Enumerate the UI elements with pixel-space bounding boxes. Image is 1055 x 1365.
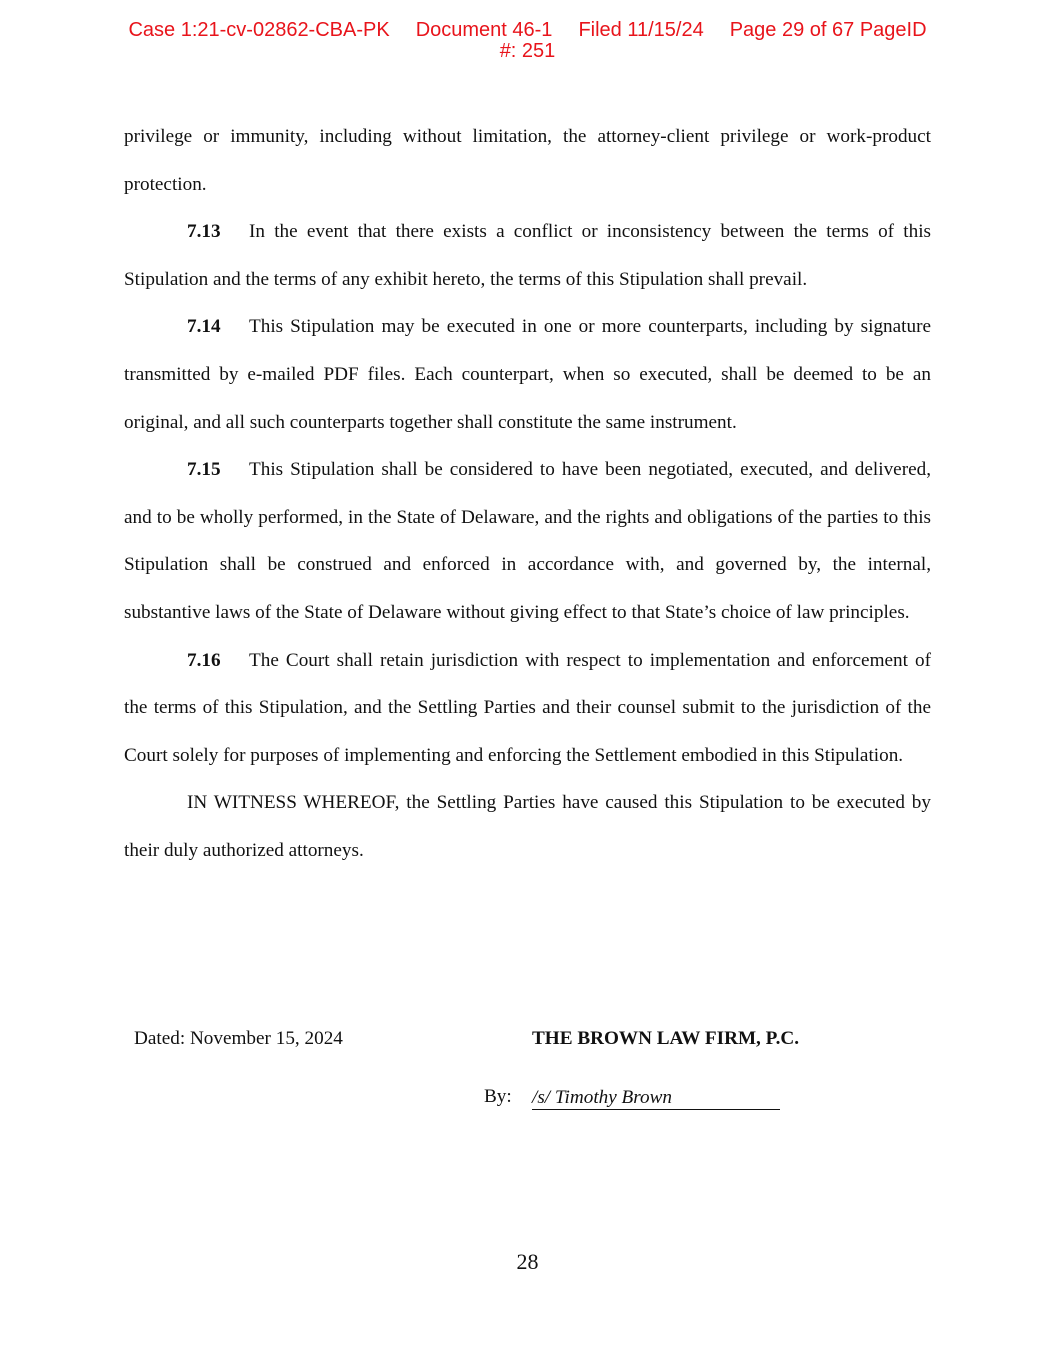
by-label: By: bbox=[484, 1086, 512, 1107]
section-text: This Stipulation may be executed in one or more counterparts, including by signature transmitted by e-mailed PDF files. Each counterpart, when so executed, shall be deemed to be an original, and all such counterparts together shall constitute the same instrument. bbox=[124, 316, 931, 433]
page-number: 28 bbox=[516, 1249, 539, 1274]
signature-date: Dated: November 15, 2024 bbox=[134, 1028, 343, 1049]
stamp-page-info: Page 29 of 67 PageID bbox=[729, 19, 927, 41]
section-text: The Court shall retain jurisdiction with respect to implementation and enforcement of the terms of this Stipulation, and the Settling Parties and their counsel submit to the jurisdiction of the Court solely for purposes of implementing and enforcing the Settlement embodied in this Stipulation. bbox=[124, 649, 931, 766]
stamp-filed-date: Filed 11/15/24 bbox=[578, 19, 704, 41]
section-7-15 bbox=[124, 446, 931, 636]
section-text: In the event that there exists a conflict or inconsistency between the terms of this Stipulation and the terms of any exhibit hereto, the terms of this Stipulation shall prevail. bbox=[124, 221, 931, 290]
section-7-14 bbox=[124, 303, 931, 446]
section-number: 7.15 bbox=[187, 459, 221, 481]
witness-clause: IN WITNESS WHEREOF, the Settling Parties have caused this Stipulation to be executed by their duly authorized attorneys. bbox=[124, 792, 931, 861]
stamp-document-number: Document 46-1 bbox=[415, 19, 553, 41]
section-number: 7.16 bbox=[187, 649, 221, 671]
section-7-13 bbox=[124, 208, 931, 303]
section-text: This Stipulation shall be considered to have been negotiated, executed, and delivered, and to be wholly performed, in the State of Delaware, and the rights and obligations of the parties to this Stipulation shall be construed and enforced in accordance with, and governed by, the internal, substantive laws of the State of Delaware without giving effect to that State’s choice of law principles. bbox=[124, 459, 931, 623]
section-number: 7.13 bbox=[187, 221, 221, 243]
stamp-page-id: #: 251 bbox=[499, 40, 556, 62]
court-filing-stamp bbox=[0, 20, 1055, 62]
section-7-16 bbox=[124, 637, 931, 780]
continued-paragraph: privilege or immunity, including without limitation, the attorney-client privilege or work-product protection. bbox=[124, 126, 931, 195]
document-body bbox=[124, 113, 931, 875]
law-firm-name: THE BROWN LAW FIRM, P.C. bbox=[532, 1028, 800, 1049]
stamp-case-number: Case 1:21-cv-02862-CBA-PK bbox=[128, 19, 390, 41]
section-number: 7.14 bbox=[187, 316, 221, 338]
signature-line: /s/ Timothy Brown bbox=[532, 1086, 780, 1110]
